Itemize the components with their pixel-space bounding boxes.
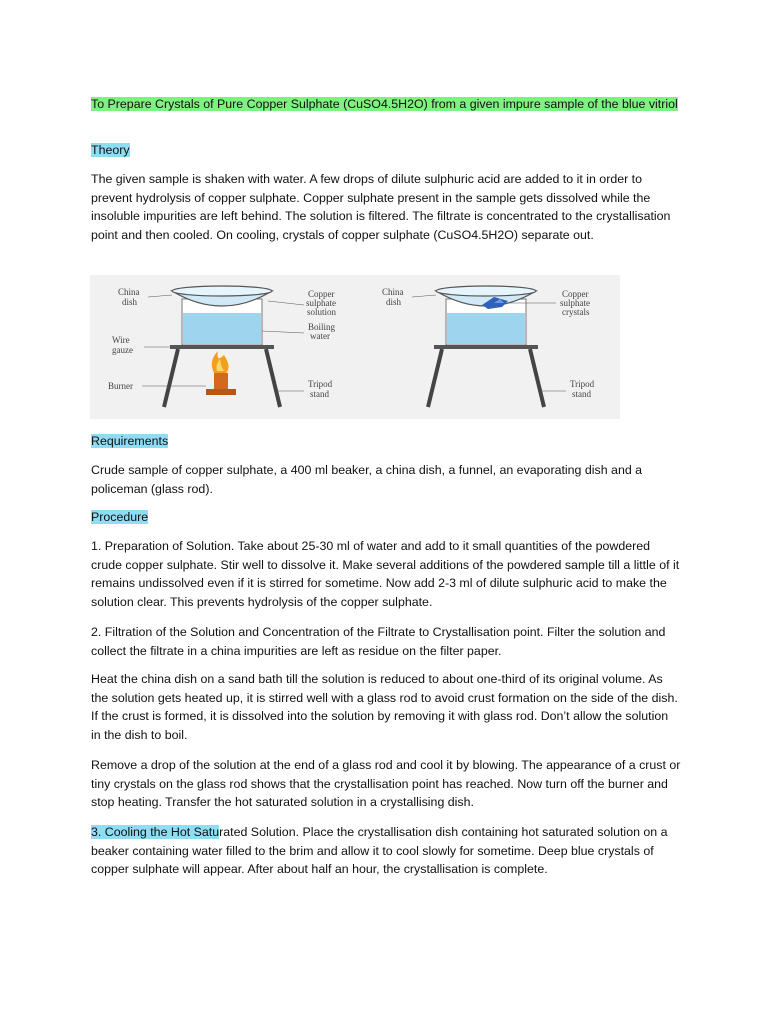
burner-base [206,389,236,395]
leader-line [412,295,436,297]
step-3-text: rated Solution. Place the crystallisation dish containing hot saturated solution on a beaker containing water filled to the brim and allow it to cool slowly for sometime. Deep blue crystals of copper sulphate will appear. After about half an hour, the crystallisation is complete. [91,825,668,877]
procedure-step-2: 2. Filtration of the Solution and Concentration of the Filtrate to Crystallisation point. Filter the solution and collect the filtrate in a china impurities are left as residue on the filter paper. [91,625,666,658]
left-boiling-water [183,313,261,344]
title-highlight: To Prepare Crystals of Pure Copper Sulphate (CuSO4.5H2O) from a given impure sample of the blue vitriol [91,97,678,111]
label-solution: solution [307,307,337,317]
procedure-remove-paragraph: Remove a drop of the solution at the end of a glass rod and cool it by blowing. The appearance of a crust or tiny crystals on the glass rod shows that the crystallisation point has reached. Now turn off the burner and stop heating. Transfer the hot saturated solution in a crystallising dish. [91,758,681,810]
theory-heading-text: Theory [91,143,130,157]
procedure-heading-text: Procedure [91,510,149,524]
crystallisation-diagram [90,275,620,419]
label-china: China [118,287,140,297]
left-tripod-leg [164,349,178,407]
document-title [91,95,681,114]
label-boiling: Boiling [308,322,336,332]
leader-line [148,295,172,297]
label-tripod: Tripod [308,379,333,389]
label-crystals: crystals [562,307,590,317]
requirements-heading [91,432,168,450]
procedure-heat-paragraph: Heat the china dish on a sand bath till the solution is reduced to about one-third of its original volume. As the solution gets heated up, it is stirred well with a glass rod to avoid crust formation on the side of the dish. If the crust is formed, it is dissolved into the solution by removing it with glass rod. Don’t allow the solution in the dish to boil. [91,672,678,742]
right-water [447,313,525,344]
label-stand: stand [310,389,329,399]
leader-line [268,301,304,305]
left-tripod-leg [266,349,280,407]
label-water: water [310,331,330,341]
right-tripod-leg [428,349,442,407]
label-wire: Wire [112,335,130,345]
label-dish: dish [122,297,138,307]
procedure-step-1: 1. Preparation of Solution. Take about 25-30 ml of water and add to it small quantities of the powdered crude copper sulphate. Stir well to dissolve it. Make several additions of the powdered sample till a little of it remains undissolved even if it is stirred for sometime. Now add 2-3 ml of dilute sulphuric acid to make the solution clear. This prevents hydrolysis of the copper sulphate. [91,539,680,609]
left-dish-rim [172,286,272,296]
requirements-heading-text: Requirements [91,434,169,448]
right-apparatus [382,286,595,407]
label-copper: Copper [308,289,335,299]
label-tripod: Tripod [570,379,595,389]
theory-paragraph: The given sample is shaken with water. A few drops of dilute sulphuric acid are added to it in order to prevent hydrolysis of copper sulphate. Copper sulphate present in the sample gets dissolved while the insoluble impurities are left behind. The solution is filtered. The filtrate is concentrated to the crystallisation point and then cooled. On cooling, crystals of copper sulphate (CuSO4.5H2O) separate out. [91,172,671,242]
procedure-step-3 [91,823,681,879]
right-dish-rim [436,286,536,296]
burner-body [214,373,228,389]
label-gauze: gauze [112,345,133,355]
diagram-svg [90,275,620,419]
label-china: China [382,287,404,297]
label-dish: dish [386,297,402,307]
leader-line [262,331,304,333]
label-copper: Copper [562,289,589,299]
label-burner: Burner [108,381,133,391]
right-tripod-leg [530,349,544,407]
left-wire-gauze [170,345,274,349]
step-3-highlight: 3. Cooling the Hot Satu [91,825,220,839]
label-sulphate: sulphate [306,298,336,308]
requirements-paragraph: Crude sample of copper sulphate, a 400 ml beaker, a china dish, a funnel, an evaporating dish and a policeman (glass rod). [91,463,643,496]
left-apparatus [108,286,337,407]
procedure-heading [91,508,148,526]
label-stand: stand [572,389,591,399]
label-sulphate: sulphate [560,298,590,308]
right-wire-gauze [434,345,538,349]
theory-heading [91,141,130,159]
